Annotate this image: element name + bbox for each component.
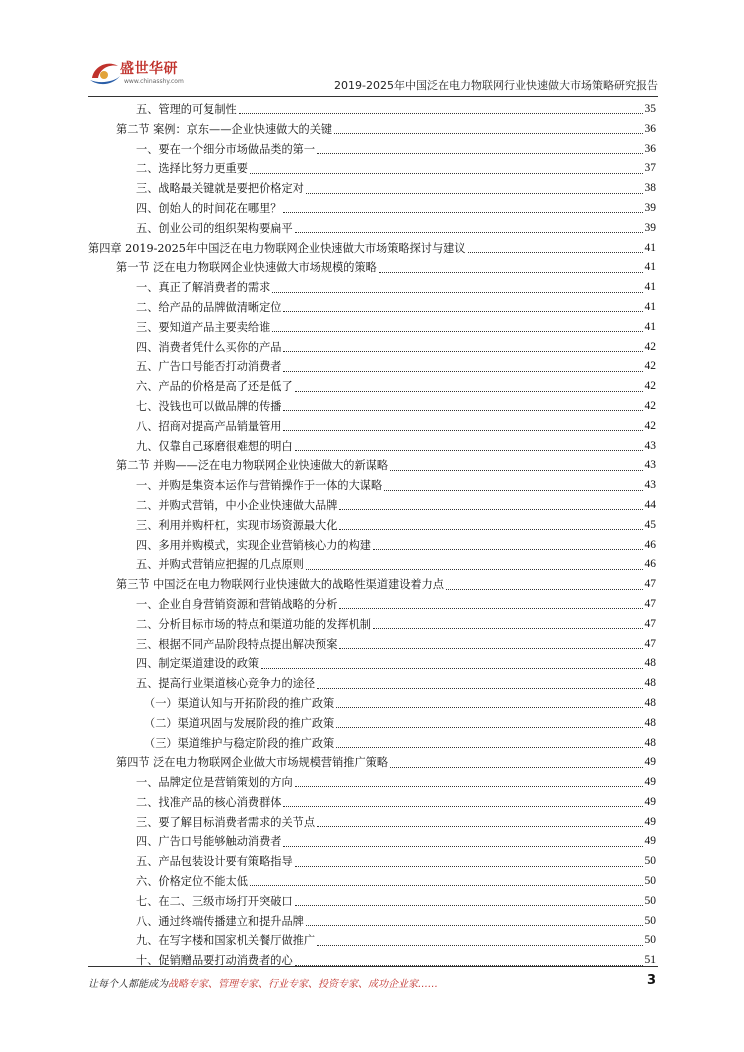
toc-dot-leader — [283, 212, 642, 213]
toc-entry-label: （二）渠道巩固与发展阶段的推广政策 — [144, 716, 335, 730]
toc-entry-page: 51 — [644, 954, 656, 967]
toc-dot-leader — [334, 133, 642, 134]
toc-entry-label: 一、并购是集资本运作与营销操作于一体的大谋略 — [136, 479, 383, 493]
toc-entry-page: 48 — [644, 657, 656, 670]
toc-entry-page: 49 — [644, 815, 656, 828]
toc-entry-label: 一、企业自身营销资源和营销战略的分析 — [136, 597, 338, 611]
toc-entry-page: 42 — [644, 380, 656, 393]
toc-entry-page: 50 — [644, 914, 656, 927]
toc-entry-label: 二、给产品的品牌做清晰定位 — [136, 300, 282, 314]
toc-entry-page: 41 — [644, 300, 656, 313]
toc-entry-label: 第三节 中国泛在电力物联网行业快速做大的战略性渠道建设着力点 — [116, 578, 444, 592]
toc-entry-label: 第四节 泛在电力物联网企业做大市场规模营销推广策略 — [116, 756, 389, 770]
report-title: 2019-2025年中国泛在电力物联网行业快速做大市场策略研究报告 — [334, 79, 658, 92]
toc-entry-page: 49 — [644, 756, 656, 769]
toc-dot-leader — [283, 846, 642, 847]
toc-entry[interactable] — [88, 635, 656, 655]
toc-entry-page: 35 — [644, 103, 656, 115]
toc-entry[interactable] — [88, 615, 656, 635]
toc-entry-label: 四、广告口号能够触动消费者 — [136, 835, 282, 849]
toc-entry[interactable] — [88, 714, 656, 734]
toc-dot-leader — [339, 648, 642, 649]
toc-entry[interactable] — [88, 199, 656, 219]
toc-entry-page: 43 — [644, 439, 656, 452]
toc-entry-page: 46 — [644, 538, 656, 551]
toc-dot-leader — [339, 509, 642, 510]
toc-entry-page: 47 — [644, 597, 656, 610]
toc-entry-label: 五、并购式营销应把握的几点原则 — [136, 558, 304, 572]
toc-entry[interactable] — [88, 357, 656, 377]
toc-entry-label: 六、产品的价格是高了还是低了 — [136, 380, 293, 394]
toc-entry[interactable] — [88, 595, 656, 615]
toc-entry-page: 36 — [644, 122, 656, 135]
toc-dot-leader — [317, 945, 642, 946]
toc-entry-page: 45 — [644, 518, 656, 531]
toc-dot-leader — [390, 470, 642, 471]
toc-entry-label: 一、品牌定位是营销策划的方向 — [136, 776, 293, 790]
toc-dot-leader — [446, 589, 643, 590]
toc-dot-leader — [283, 410, 642, 411]
toc-entry[interactable] — [88, 931, 656, 951]
toc-entry-label: 第一节 泛在电力物联网企业快速做大市场规模的策略 — [116, 261, 377, 275]
toc-entry-label: 第二节 并购——泛在电力物联网企业快速做大的新谋略 — [116, 459, 389, 473]
toc-entry[interactable] — [88, 417, 656, 437]
toc-entry-page: 41 — [644, 261, 656, 274]
logo-text: 盛世华研 — [120, 61, 178, 77]
toc-entry-label: 一、真正了解消费者的需求 — [136, 281, 271, 295]
toc-entry-label: 七、在二、三级市场打开突破口 — [136, 894, 293, 908]
toc-entry-label: 第四章 2019-2025年中国泛在电力物联网企业快速做大市场策略探讨与建议 — [88, 241, 466, 255]
toc-entry-page: 47 — [644, 578, 656, 591]
toc-entry[interactable] — [88, 674, 656, 694]
toc-entry-page: 50 — [644, 875, 656, 888]
footer-slogan-prefix: 让每个人都能成为 — [88, 979, 168, 990]
toc-entry[interactable] — [88, 852, 656, 872]
toc-entry[interactable] — [88, 872, 656, 892]
toc-entry[interactable] — [88, 278, 656, 298]
toc-entry-page: 47 — [644, 617, 656, 630]
toc-entry-page: 48 — [644, 716, 656, 729]
toc-dot-leader — [317, 688, 642, 689]
toc-entry[interactable] — [88, 258, 656, 278]
toc-dot-leader — [336, 727, 642, 728]
table-of-contents — [88, 100, 656, 971]
toc-entry[interactable] — [88, 516, 656, 536]
toc-entry-page: 42 — [644, 340, 656, 353]
toc-entry-label: 五、广告口号能否打动消费者 — [136, 360, 282, 374]
toc-dot-leader — [317, 153, 642, 154]
logo-url: www.chinasshy.com — [124, 78, 184, 85]
toc-entry-label: 六、价格定位不能太低 — [136, 875, 248, 889]
toc-entry-label: （一）渠道认知与开拓阶段的推广政策 — [144, 696, 335, 710]
page-number: 3 — [646, 973, 656, 988]
page-footer — [88, 975, 658, 995]
toc-dot-leader — [468, 252, 643, 253]
toc-dot-leader — [295, 905, 643, 906]
toc-entry-label: 第二节 案例：京东——企业快速做大的关键 — [116, 122, 333, 136]
toc-entry[interactable] — [88, 813, 656, 833]
toc-dot-leader — [295, 450, 643, 451]
toc-entry-label: 二、找准产品的核心消费群体 — [136, 795, 282, 809]
toc-entry-label: 二、选择比努力更重要 — [136, 162, 248, 176]
toc-dot-leader — [306, 193, 643, 194]
toc-entry-page: 47 — [644, 637, 656, 650]
toc-dot-leader — [283, 351, 642, 352]
toc-entry[interactable] — [88, 456, 656, 476]
toc-entry[interactable] — [88, 140, 656, 160]
toc-dot-leader — [283, 806, 642, 807]
toc-dot-leader — [317, 826, 642, 827]
toc-dot-leader — [373, 549, 643, 550]
toc-entry[interactable] — [88, 912, 656, 932]
toc-entry-page: 41 — [644, 320, 656, 333]
toc-entry[interactable] — [88, 654, 656, 674]
toc-entry-page: 49 — [644, 835, 656, 848]
toc-entry-page: 39 — [644, 221, 656, 234]
toc-entry-label: 二、分析目标市场的特点和渠道功能的发挥机制 — [136, 617, 371, 631]
toc-entry[interactable] — [88, 397, 656, 417]
toc-entry-label: 五、创业公司的组织架构要扁平 — [136, 221, 293, 235]
toc-entry[interactable] — [88, 437, 656, 457]
toc-dot-leader — [283, 371, 642, 372]
toc-dot-leader — [272, 331, 642, 332]
toc-entry[interactable] — [88, 100, 656, 120]
toc-entry-label: 五、管理的可复制性 — [136, 103, 237, 116]
toc-dot-leader — [295, 866, 643, 867]
toc-entry-label: 四、创始人的时间花在哪里？ — [136, 201, 282, 215]
toc-entry[interactable] — [88, 377, 656, 397]
toc-entry[interactable] — [88, 179, 656, 199]
toc-entry[interactable] — [88, 734, 656, 754]
toc-entry[interactable] — [88, 951, 656, 971]
toc-dot-leader — [239, 113, 643, 114]
toc-entry[interactable] — [88, 555, 656, 575]
toc-entry-page: 48 — [644, 677, 656, 690]
toc-entry-label: 九、在写字楼和国家机关餐厅做推广 — [136, 934, 316, 948]
toc-dot-leader — [339, 529, 642, 530]
toc-entry-label: 三、利用并购杆杠，实现市场资源最大化 — [136, 518, 338, 532]
toc-entry-page: 49 — [644, 776, 656, 789]
toc-dot-leader — [283, 311, 642, 312]
footer-slogan-roles: 战略专家、管理专家、行业专家、投资专家、成功企业家…… — [168, 979, 438, 990]
toc-entry-label: 一、要在一个细分市场做品类的第一 — [136, 142, 316, 156]
toc-entry[interactable] — [88, 159, 656, 179]
toc-entry-page: 42 — [644, 399, 656, 412]
toc-entry[interactable] — [88, 120, 656, 140]
toc-entry-label: 七、没钱也可以做品牌的传播 — [136, 399, 282, 413]
page-header — [88, 50, 658, 98]
toc-dot-leader — [384, 490, 642, 491]
toc-entry-page: 46 — [644, 558, 656, 571]
footer-divider — [88, 966, 658, 967]
toc-dot-leader — [306, 569, 643, 570]
toc-dot-leader — [295, 232, 643, 233]
toc-entry-label: 九、仅靠自己琢磨很难想的明白 — [136, 439, 293, 453]
toc-entry-label: 三、根据不同产品阶段特点提出解决预案 — [136, 637, 338, 651]
toc-dot-leader — [390, 767, 642, 768]
toc-entry[interactable] — [88, 773, 656, 793]
toc-entry[interactable] — [88, 298, 656, 318]
toc-dot-leader — [283, 430, 642, 431]
toc-entry-label: 四、制定渠道建设的政策 — [136, 657, 260, 671]
toc-dot-leader — [336, 747, 642, 748]
toc-dot-leader — [306, 925, 643, 926]
toc-entry-label: 四、消费者凭什么买你的产品 — [136, 340, 282, 354]
toc-entry-label: 三、要知道产品主要卖给谁 — [136, 320, 271, 334]
toc-entry-page: 39 — [644, 201, 656, 214]
toc-entry-page: 50 — [644, 934, 656, 947]
toc-entry-page: 41 — [644, 241, 656, 254]
toc-entry-page: 36 — [644, 142, 656, 155]
toc-entry-label: 二、并购式营销，中小企业快速做大品牌 — [136, 498, 338, 512]
toc-entry-page: 41 — [644, 281, 656, 294]
toc-entry[interactable] — [88, 575, 656, 595]
logo-icon — [88, 56, 122, 90]
toc-entry-page: 48 — [644, 696, 656, 709]
toc-dot-leader — [272, 292, 642, 293]
toc-dot-leader — [336, 707, 642, 708]
toc-dot-leader — [373, 628, 643, 629]
toc-entry-page: 43 — [644, 479, 656, 492]
toc-entry[interactable] — [88, 753, 656, 773]
toc-entry-page: 43 — [644, 459, 656, 472]
toc-entry[interactable] — [88, 892, 656, 912]
toc-entry-page: 42 — [644, 360, 656, 373]
toc-dot-leader — [339, 608, 642, 609]
toc-entry[interactable] — [88, 496, 656, 516]
toc-entry-label: 八、招商对提高产品销量管用 — [136, 419, 282, 433]
toc-entry-label: 八、通过终端传播建立和提升品牌 — [136, 914, 304, 928]
toc-entry-page: 42 — [644, 419, 656, 432]
toc-entry[interactable] — [88, 793, 656, 813]
toc-entry[interactable] — [88, 338, 656, 358]
toc-dot-leader — [250, 885, 643, 886]
toc-entry[interactable] — [88, 476, 656, 496]
toc-entry-label: 三、要了解目标消费者需求的关节点 — [136, 815, 316, 829]
header-divider — [88, 96, 658, 97]
toc-dot-leader — [295, 786, 643, 787]
toc-entry[interactable] — [88, 832, 656, 852]
toc-entry[interactable] — [88, 318, 656, 338]
toc-dot-leader — [379, 272, 643, 273]
toc-entry[interactable] — [88, 219, 656, 239]
toc-entry-page: 38 — [644, 182, 656, 195]
toc-entry-label: 十、促销赠品要打动消费者的心 — [136, 954, 293, 968]
toc-entry[interactable] — [88, 536, 656, 556]
toc-entry-page: 44 — [644, 498, 656, 511]
toc-dot-leader — [261, 668, 642, 669]
toc-entry-page: 50 — [644, 894, 656, 907]
toc-entry-page: 48 — [644, 736, 656, 749]
company-logo — [88, 50, 208, 94]
toc-dot-leader — [295, 391, 643, 392]
toc-entry-label: 五、产品包装设计要有策略指导 — [136, 855, 293, 869]
toc-dot-leader — [250, 173, 643, 174]
toc-entry[interactable] — [88, 239, 656, 259]
toc-entry[interactable] — [88, 694, 656, 714]
toc-entry-label: 五、提高行业渠道核心竞争力的途径 — [136, 677, 316, 691]
toc-entry-label: （三）渠道维护与稳定阶段的推广政策 — [144, 736, 335, 750]
toc-entry-page: 49 — [644, 795, 656, 808]
toc-entry-page: 50 — [644, 855, 656, 868]
toc-entry-label: 三、战略最关键就是要把价格定对 — [136, 182, 304, 196]
toc-entry-label: 四、多用并购模式，实现企业营销核心力的构建 — [136, 538, 371, 552]
toc-entry-page: 37 — [644, 162, 656, 175]
